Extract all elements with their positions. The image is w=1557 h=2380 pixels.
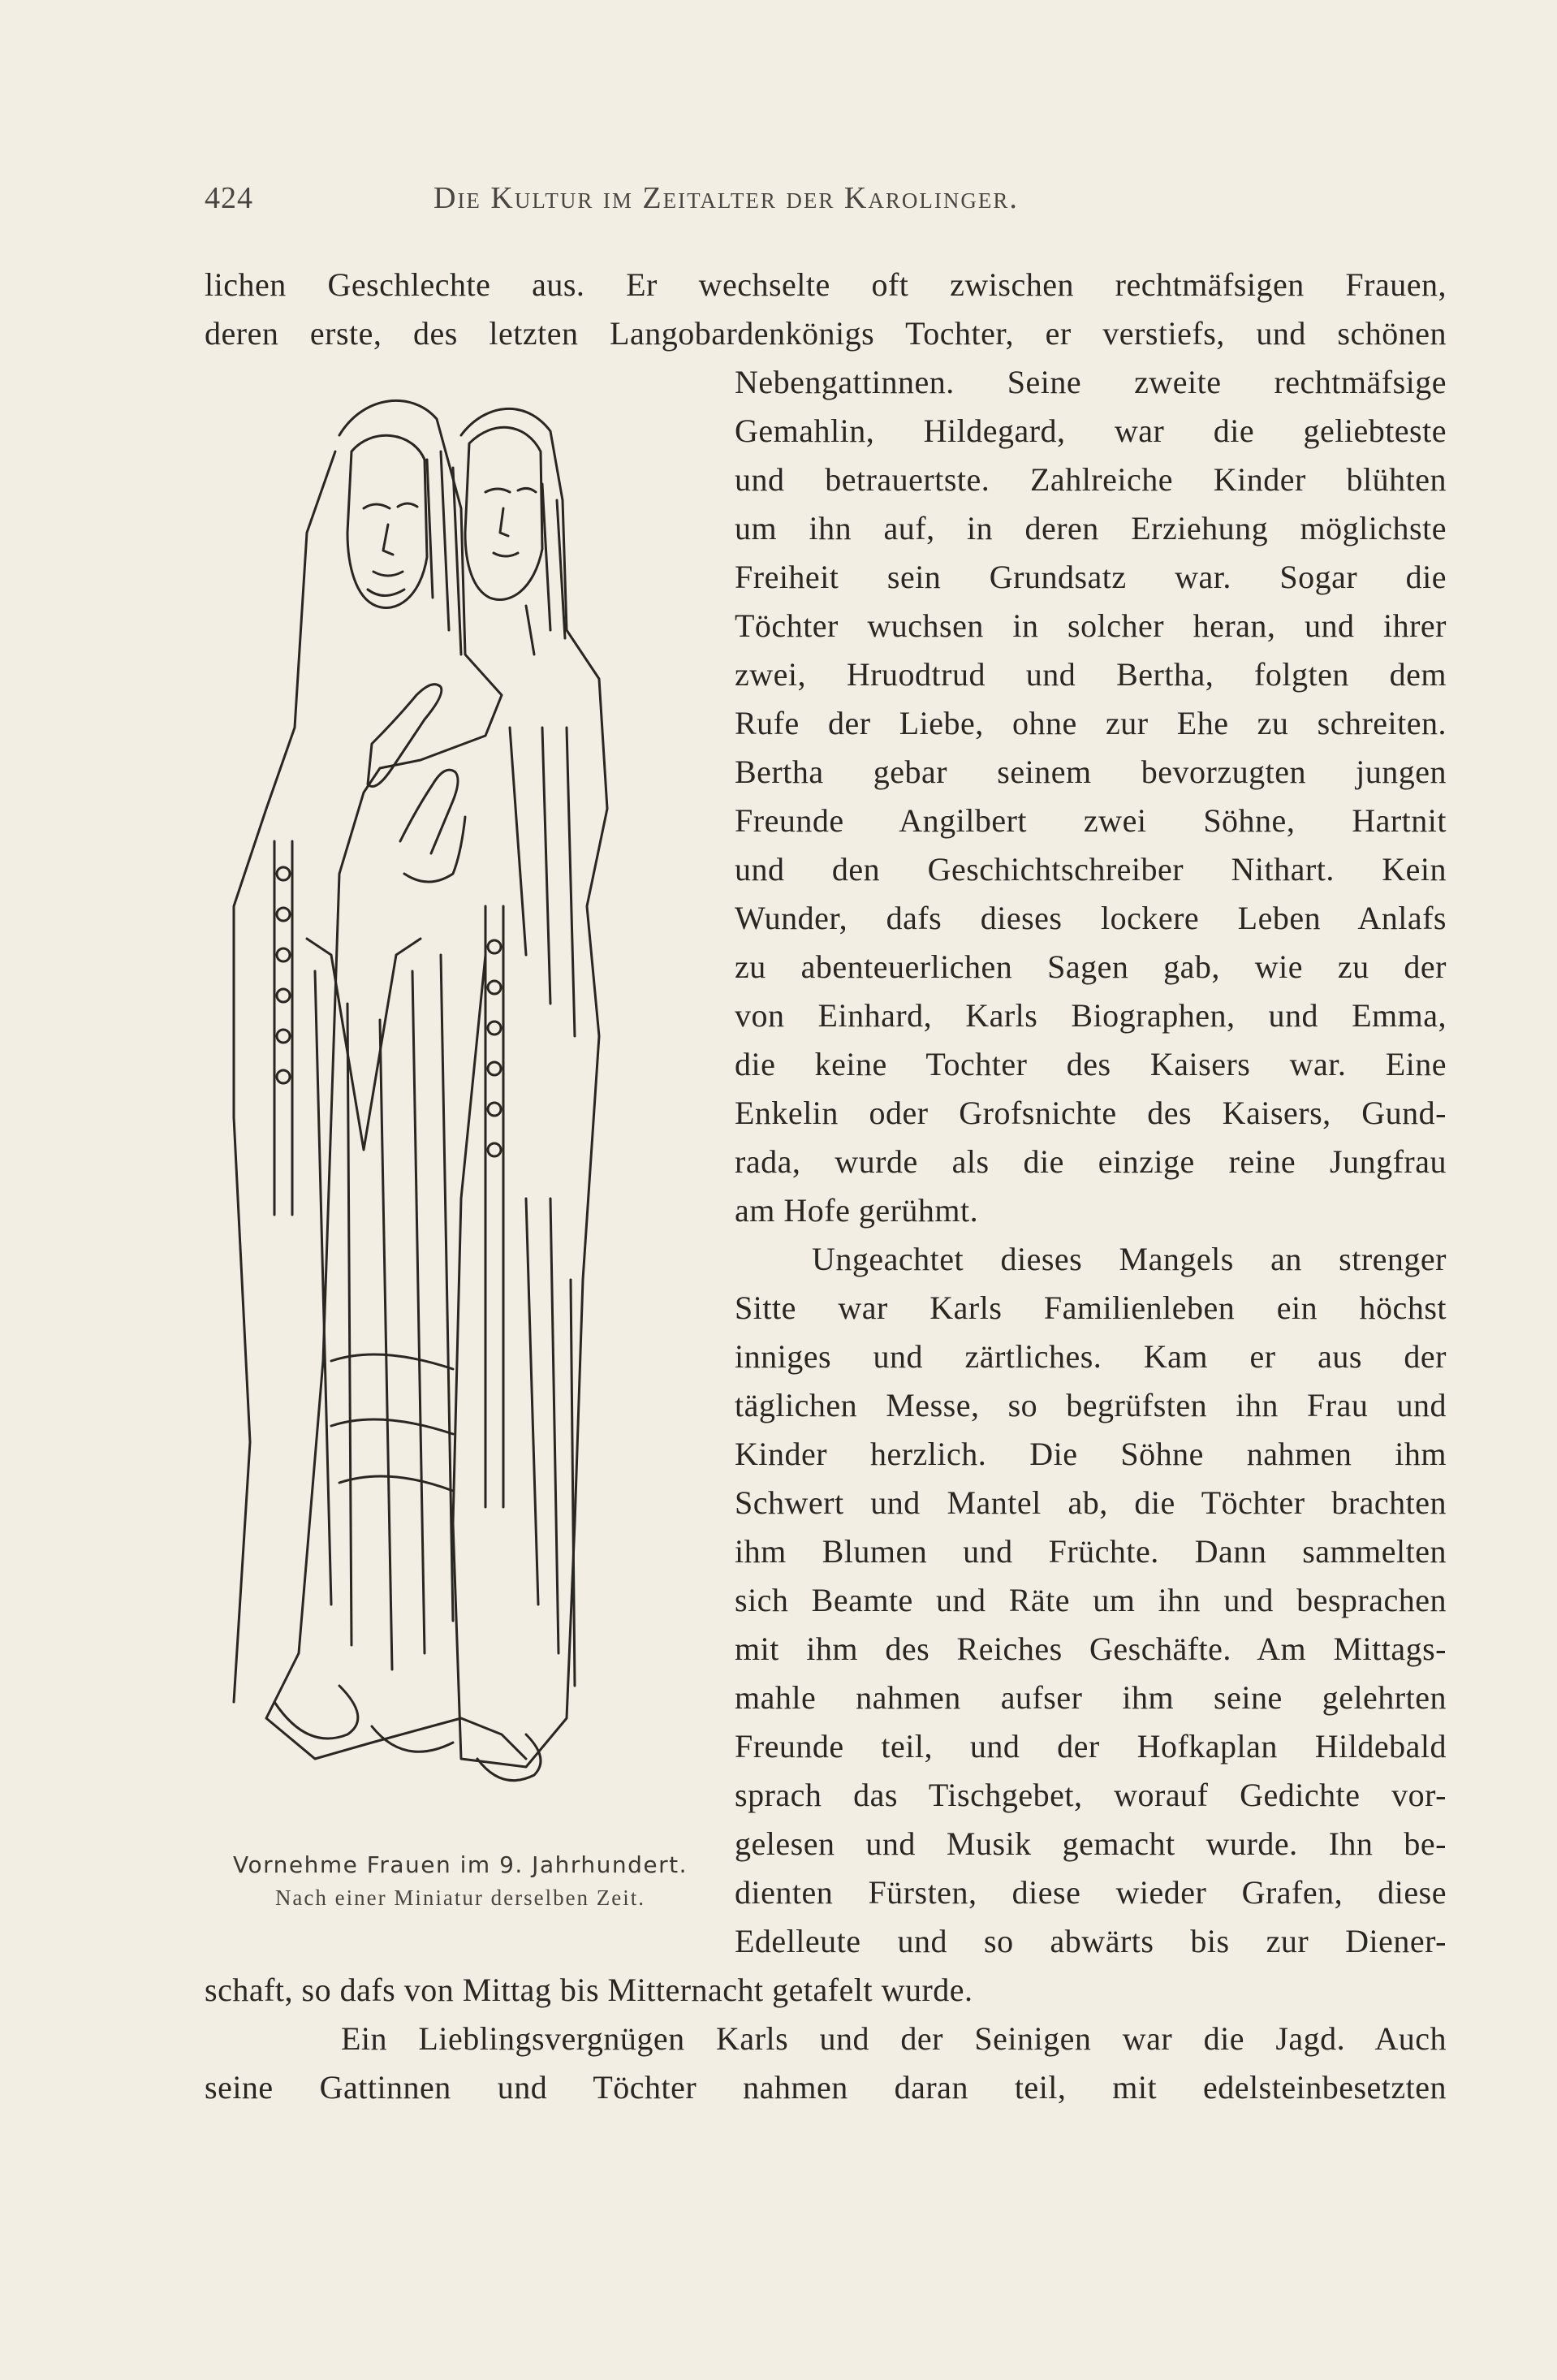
- text-line: Nebengattinnen. Seine zweite rechtmäfsige: [735, 364, 1447, 400]
- text-line: sich Beamte und Räte um ihn und besprachen: [735, 1582, 1447, 1618]
- text-line: lichen Geschlechte aus. Er wechselte oft zwischen rechtmäfsigen Frauen,: [205, 266, 1447, 303]
- text-line: Enkelin oder Grofsnichte des Kaisers, Gund-: [735, 1095, 1447, 1131]
- text-line: Gemahlin, Hildegard, war die geliebteste: [735, 413, 1447, 449]
- figure-source-note: Nach einer Miniatur derselben Zeit.: [274, 1885, 646, 1910]
- text-line: zwei, Hruodtrud und Bertha, folgten dem: [735, 656, 1447, 693]
- text-line: gelesen und Musik gemacht wurde. Ihn be-: [735, 1825, 1447, 1862]
- running-title: Die Kultur im Zeitalter der Karolinger.: [433, 181, 1019, 215]
- text-line: die keine Tochter des Kaisers war. Eine: [735, 1046, 1447, 1082]
- text-line: zu abenteuerlichen Sagen gab, wie zu der: [735, 948, 1447, 985]
- text-line: mit ihm des Reiches Geschäfte. Am Mittags-: [735, 1631, 1447, 1667]
- text-line: Töchter wuchsen in solcher heran, und ihrer: [735, 607, 1447, 644]
- figure-two-women-illustration: [218, 387, 714, 1832]
- text-line: Ein Lieblingsvergnügen Karls und der Seinigen war die Jagd. Auch: [341, 2020, 1447, 2057]
- text-line: schaft, so dafs von Mittag bis Mitternacht getafelt wurde.: [205, 1972, 973, 2008]
- text-line: am Hofe gerühmt.: [735, 1192, 979, 1229]
- text-line: Schwert und Mantel ab, die Töchter brachten: [735, 1484, 1447, 1521]
- text-line: von Einhard, Karls Biographen, und Emma,: [735, 997, 1447, 1034]
- text-line: Freunde Angilbert zwei Söhne, Hartnit: [735, 802, 1447, 839]
- text-line: Rufe der Liebe, ohne zur Ehe zu schreiten.: [735, 705, 1447, 741]
- text-line: um ihn auf, in deren Erziehung möglichste: [735, 510, 1447, 546]
- page-header: [205, 180, 1447, 221]
- text-line: und den Geschichtschreiber Nithart. Kein: [735, 851, 1447, 888]
- text-line: dienten Fürsten, diese wieder Grafen, diese: [735, 1874, 1447, 1911]
- page-number: 424: [205, 181, 253, 215]
- text-line: Kinder herzlich. Die Söhne nahmen ihm: [735, 1436, 1447, 1472]
- text-line: täglichen Messe, so begrüfsten ihn Frau und: [735, 1387, 1447, 1423]
- text-line: Bertha gebar seinem bevorzugten jungen: [735, 754, 1447, 790]
- figure-caption: Vornehme Frauen im 9. Jahrhundert.: [233, 1851, 688, 1878]
- text-line: deren erste, des letzten Langobardenkönigs Tochter, er verstiefs, und schönen: [205, 315, 1447, 352]
- text-line: Edelleute und so abwärts bis zur Diener-: [735, 1923, 1447, 1959]
- text-line: Wunder, dafs dieses lockere Leben Anlafs: [735, 900, 1447, 936]
- text-line: Freiheit sein Grundsatz war. Sogar die: [735, 559, 1447, 595]
- text-line: mahle nahmen aufser ihm seine gelehrten: [735, 1679, 1447, 1716]
- woman-back-figure: [453, 408, 607, 1780]
- text-line: sprach das Tischgebet, worauf Gedichte vor-: [735, 1777, 1447, 1813]
- text-line: Freunde teil, und der Hofkaplan Hildebald: [735, 1728, 1447, 1764]
- text-line: inniges und zärtliches. Kam er aus der: [735, 1338, 1447, 1375]
- text-line: ihm Blumen und Früchte. Dann sammelten: [735, 1533, 1447, 1570]
- text-line: rada, wurde als die einzige reine Jungfrau: [735, 1143, 1447, 1180]
- woman-front-figure: [234, 400, 526, 1759]
- text-line: Sitte war Karls Familienleben ein höchst: [735, 1289, 1447, 1326]
- text-line: seine Gattinnen und Töchter nahmen daran teil, mit edelsteinbesetzten: [205, 2069, 1447, 2106]
- text-line: und betrauertste. Zahlreiche Kinder blühten: [735, 461, 1447, 498]
- text-line: Ungeachtet dieses Mangels an strenger: [812, 1241, 1447, 1277]
